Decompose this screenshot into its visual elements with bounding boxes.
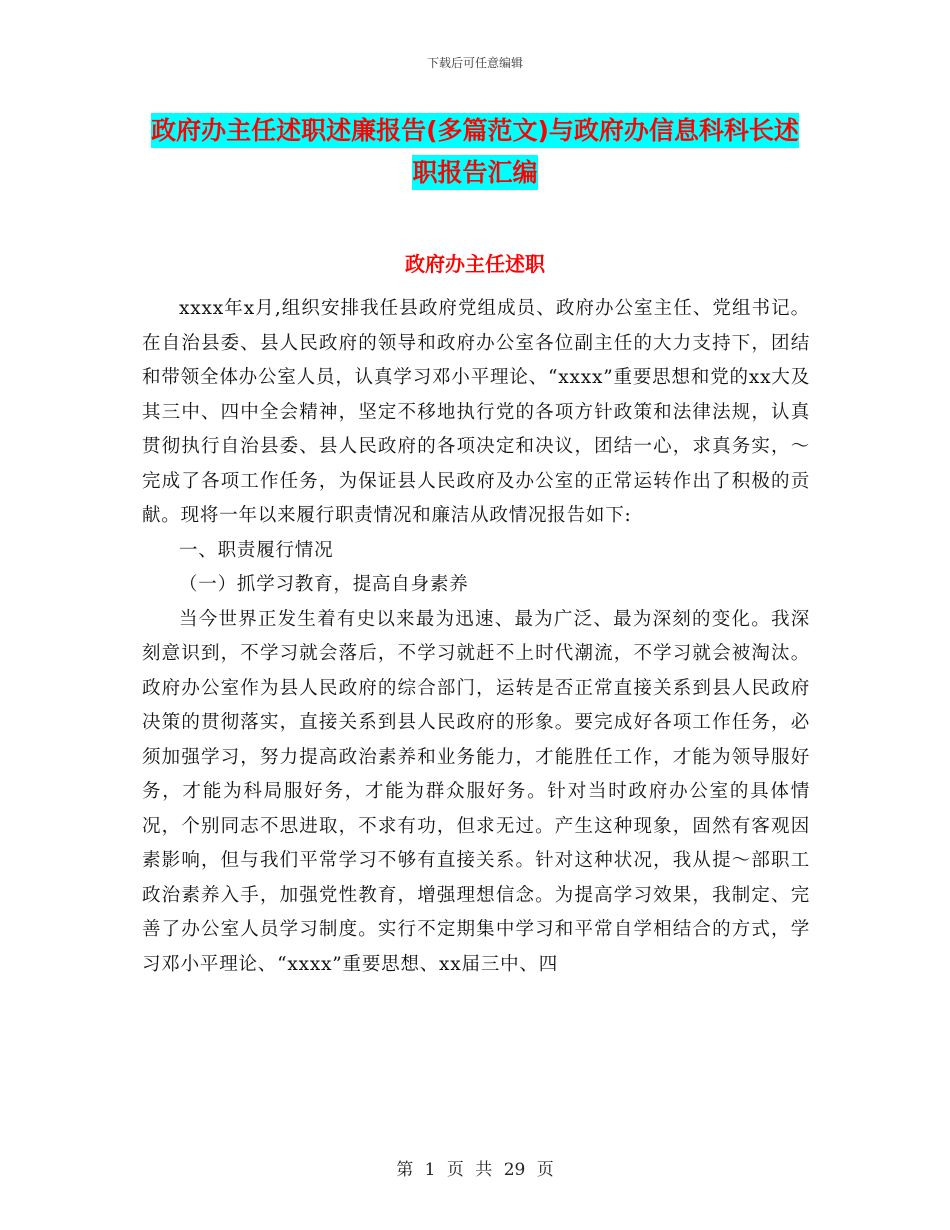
document-title bbox=[140, 110, 810, 194]
paragraph-intro: xxxx年x月,组织安排我任县政府党组成员、政府办公室主任、党组书记。在自治县委、县人民政府的领导和政府办公室各位副主任的大力支持下，团结和带领全体办公室人员，认真学习邓小平理论、“xxxx”重要思想和党的xx大及其三中、四中全会精神，坚定不移地执行党的各项方针政策和法律法规，认真贯彻执行自治县委、县人民政府的各项决定和决议，团结一心，求真务实，～完成了各项工作任务，为保证县人民政府及办公室的正常运转作出了积极的贡献。现将一年以来履行职责情况和廉洁从政情况报告如下: bbox=[142, 298, 810, 526]
header-note: 下载后可任意编辑 bbox=[426, 56, 523, 70]
page-number-footer: 第 1 页 共 29 页 bbox=[396, 1160, 554, 1180]
document-body bbox=[142, 292, 810, 982]
document-title-text: 政府办主任述职述廉报告(多篇范文)与政府办信息科科长述职报告汇编 bbox=[151, 113, 799, 190]
section-title: 政府办主任述职 bbox=[405, 252, 545, 276]
heading-duties: 一、职责履行情况 bbox=[179, 539, 334, 561]
subheading-study: （一）抓学习教育，提高自身素养 bbox=[179, 574, 469, 595]
paragraph-study: 当今世界正发生着有史以来最为迅速、最为广泛、最为深刻的变化。我深刻意识到，不学习就会落后，不学习就赶不上时代潮流，不学习就会被淘汰。政府办公室作为县人民政府的综合部门，运转是否正常直接关系到县人民政府决策的贯彻落实，直接关系到县人民政府的形象。要完成好各项工作任务，必须加强学习，努力提高政治素养和业务能力，才能胜任工作，才能为领导服好务，才能为科局服好务，才能为群众服好务。针对当时政府办公室的具体情况，个别同志不思进取，不求有功，但求无过。产生这种现象，固然有客观因素影响，但与我们平常学习不够有直接关系。针对这种状况，我从提～部职工政治素养入手，加强党性教育，增强理想信念。为提高学习效果，我制定、完善了办公室人员学习制度。实行不定期集中学习和平常自学相结合的方式，学习邓小平理论、“xxxx”重要思想、xx届三中、四 bbox=[142, 608, 810, 975]
